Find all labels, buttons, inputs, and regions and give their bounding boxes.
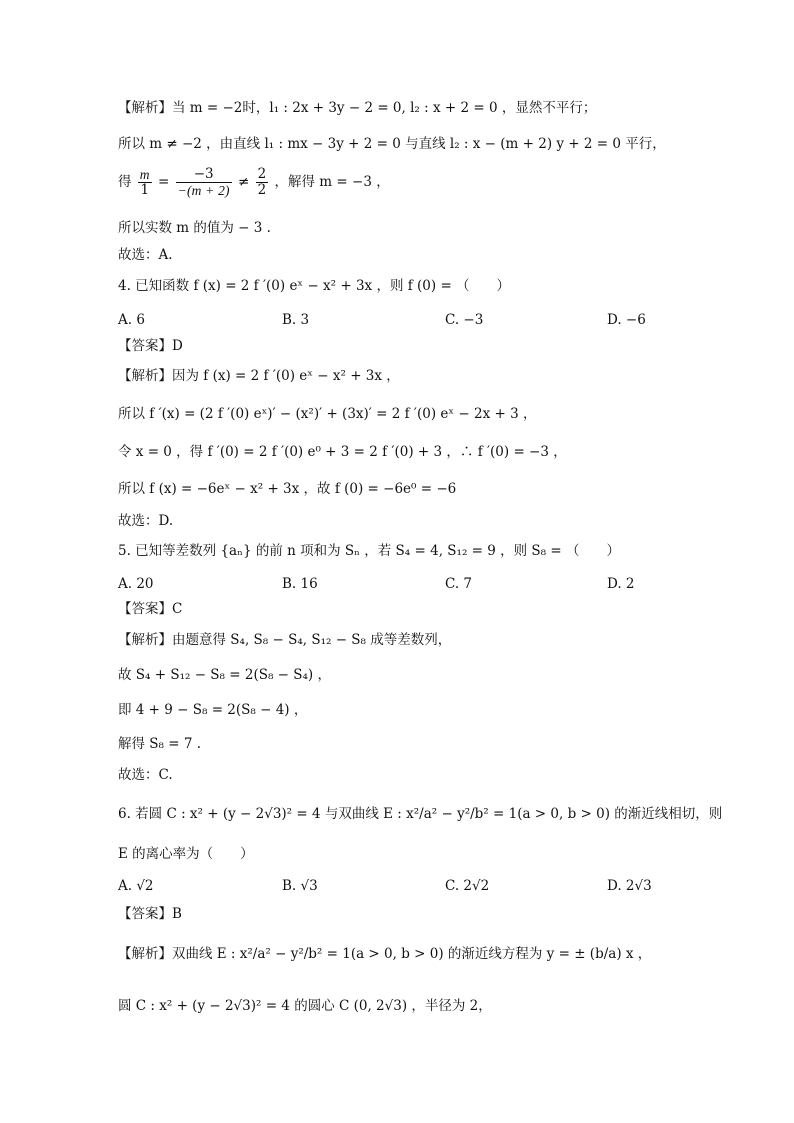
fraction-denominator: 2: [257, 182, 267, 198]
q5-analysis-line4: 解得 S₈ = 7 .: [118, 736, 202, 752]
q5-option-a: A. 20: [118, 576, 154, 592]
question-5-stem: 5. 已知等差数列 {aₙ} 的前 n 项和为 Sₙ ，若 S₄ = 4, S₁₂ = 9 ，则 S₈ = （ ）: [118, 543, 620, 559]
question-6-stem-line2: E 的离心率为（ ）: [118, 846, 254, 862]
q5-analysis-line1: 【解析】由题意得 S₄, S₈ − S₄, S₁₂ − S₈ 成等差数列，: [118, 632, 452, 648]
equals-sign: =: [158, 174, 170, 190]
analysis-q3-line2: 所以 m ≠ −2 ，由直线 l₁ : mx − 3y + 2 = 0 与直线 l₂ : x − (m + 2) y + 2 = 0 平行，: [118, 136, 666, 152]
analysis-q3-line1: 【解析】当 m = −2时，l₁ : 2x + 3y − 2 = 0, l₂ : x + 2 = 0 ，显然不平行；: [118, 100, 597, 116]
analysis-q3-fraction-line: [118, 166, 390, 198]
answer-choice-q3: 故选：A.: [118, 247, 173, 263]
q4-answer-choice: 故选：D.: [118, 513, 174, 529]
q6-option-c: C. 2√2: [445, 878, 490, 894]
q4-option-d: D. −6: [607, 312, 646, 328]
q4-analysis-line1: 【解析】因为 f (x) = 2 f ′(0) eˣ − x² + 3x ，: [118, 368, 400, 384]
q5-answer: 【答案】C: [118, 601, 183, 617]
q6-answer: 【答案】B: [118, 906, 182, 922]
q6-option-a: A. √2: [118, 878, 154, 894]
q4-option-c: C. −3: [445, 312, 484, 328]
fraction-m-over-1: [138, 167, 152, 198]
q4-option-b: B. 3: [282, 312, 310, 328]
q4-analysis-line4: 所以 f (x) = −6eˣ − x² + 3x ，故 f (0) = −6e⁰ = −6: [118, 481, 457, 497]
q5-option-b: B. 16: [282, 576, 318, 592]
q4-analysis-line2: 所以 f ′(x) = (2 f ′(0) eˣ)′ − (x²)′ + (3x)′ = 2 f ′(0) eˣ − 2x + 3 ，: [118, 406, 537, 422]
fraction-denominator: −(m + 2): [177, 183, 230, 198]
fraction-numerator: −3: [176, 167, 232, 183]
fraction-2-over-2: [256, 167, 269, 198]
text-solve: ，解得 m = −3 ，: [274, 174, 390, 190]
text-de: 得: [118, 174, 132, 190]
fraction-denominator: 1: [140, 182, 150, 198]
fraction-numerator: m: [139, 167, 150, 182]
not-equal-sign: ≠: [238, 174, 250, 190]
q4-option-a: A. 6: [118, 312, 145, 328]
q5-option-c: C. 7: [445, 576, 473, 592]
q6-analysis-line2: 圆 C : x² + (y − 2√3)² = 4 的圆心 C (0, 2√3) ，半径为 2，: [118, 998, 492, 1014]
question-4-stem: 4. 已知函数 f (x) = 2 f ′(0) eˣ − x² + 3x ，则 f (0) = （ ）: [118, 278, 511, 294]
q5-answer-choice: 故选：C.: [118, 767, 173, 783]
q4-answer: 【答案】D: [118, 338, 183, 354]
q5-analysis-line3: 即 4 + 9 − S₈ = 2(S₈ − 4) ，: [118, 702, 308, 718]
fraction-neg3-over-m2: [176, 167, 232, 198]
question-6-stem-line1: 6. 若圆 C : x² + (y − 2√3)² = 4 与双曲线 E : x²/a² − y²/b² = 1(a > 0, b > 0) 的渐近线相切，则: [118, 806, 723, 822]
analysis-q3-line4: 所以实数 m 的值为 − 3 .: [118, 220, 271, 236]
q5-option-d: D. 2: [607, 576, 635, 592]
fraction-numerator: 2: [257, 166, 267, 182]
q6-option-b: B. √3: [282, 878, 318, 894]
q4-analysis-line3: 令 x = 0 ，得 f ′(0) = 2 f ′(0) e⁰ + 3 = 2 f ′(0) + 3 ，∴ f ′(0) = −3 ，: [118, 444, 567, 460]
q5-analysis-line2: 故 S₄ + S₁₂ − S₈ = 2(S₈ − S₄) ，: [118, 667, 331, 683]
q6-option-d: D. 2√3: [607, 878, 652, 894]
q6-analysis-line1: 【解析】双曲线 E : x²/a² − y²/b² = 1(a > 0, b > 0) 的渐近线方程为 y = ± (b/a) x ，: [118, 946, 652, 962]
